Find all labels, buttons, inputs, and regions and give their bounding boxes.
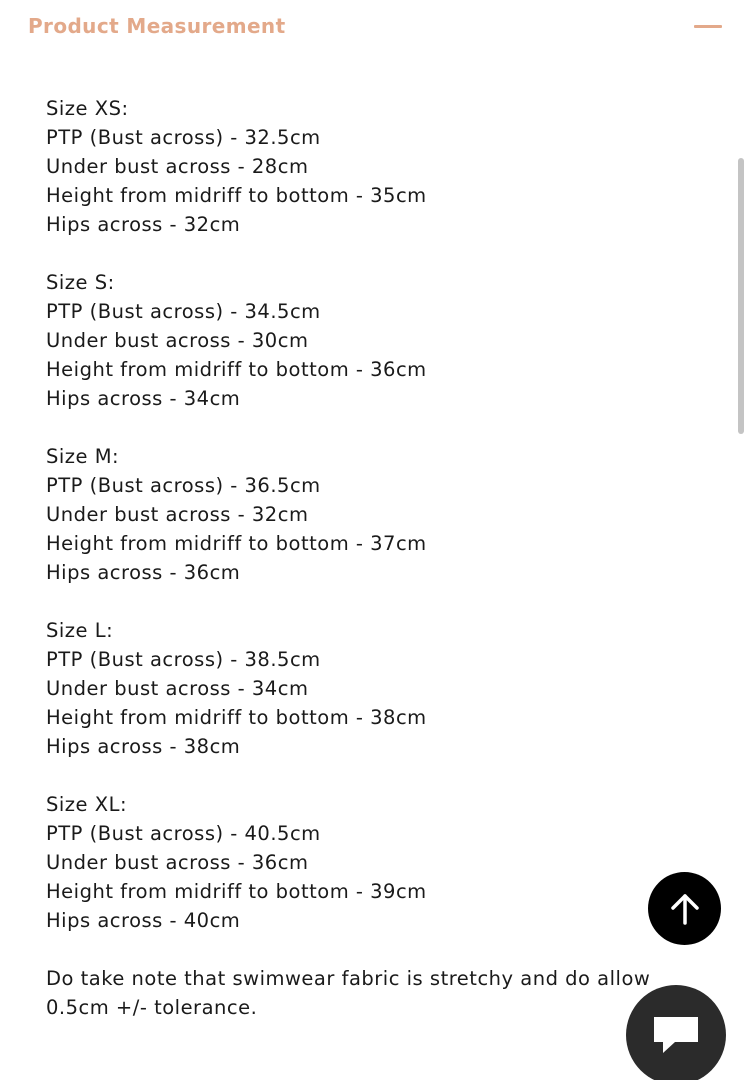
size-block-s: [46, 268, 686, 413]
measurement-line: PTP (Bust across) - 40.5cm: [46, 822, 321, 845]
measurement-line: Under bust across - 30cm: [46, 329, 309, 352]
measurement-line: Hips across - 40cm: [46, 909, 241, 932]
size-label: Size XL:: [46, 793, 128, 816]
measurement-line: Hips across - 36cm: [46, 561, 241, 584]
size-block-m: [46, 442, 686, 587]
size-block-xl: [46, 790, 686, 935]
measurement-line: Hips across - 32cm: [46, 213, 241, 236]
size-block-l: [46, 616, 686, 761]
chat-button[interactable]: [626, 985, 726, 1080]
measurement-line: PTP (Bust across) - 32.5cm: [46, 126, 321, 149]
measurement-line: PTP (Bust across) - 38.5cm: [46, 648, 321, 671]
measurement-line: Hips across - 34cm: [46, 387, 241, 410]
accordion-title[interactable]: Product Measurement: [28, 14, 286, 38]
measurement-line: Height from midriff to bottom - 37cm: [46, 532, 427, 555]
measurement-line: Height from midriff to bottom - 38cm: [46, 706, 427, 729]
measurement-line: Height from midriff to bottom - 39cm: [46, 880, 427, 903]
size-label: Size M:: [46, 445, 120, 468]
back-to-top-button[interactable]: [648, 872, 721, 945]
minus-icon[interactable]: [694, 25, 722, 28]
chat-bubble-icon: [651, 1014, 701, 1056]
measurement-line: Under bust across - 34cm: [46, 677, 309, 700]
size-label: Size L:: [46, 619, 114, 642]
arrow-up-icon: [668, 892, 702, 926]
scrollbar-thumb[interactable]: [738, 158, 744, 434]
measurement-line: PTP (Bust across) - 36.5cm: [46, 474, 321, 497]
note-line: 0.5cm +/- tolerance.: [46, 996, 258, 1019]
note-line: Do take note that swimwear fabric is stretchy and do allow: [46, 967, 651, 990]
measurement-line: Under bust across - 32cm: [46, 503, 309, 526]
measurement-content: [46, 94, 686, 1022]
measurement-line: Under bust across - 28cm: [46, 155, 309, 178]
tolerance-note: [46, 964, 686, 1022]
size-block-xs: [46, 94, 686, 239]
measurement-line: Under bust across - 36cm: [46, 851, 309, 874]
accordion-header[interactable]: [0, 0, 751, 58]
measurement-line: Height from midriff to bottom - 35cm: [46, 184, 427, 207]
size-label: Size S:: [46, 271, 115, 294]
measurement-line: Hips across - 38cm: [46, 735, 241, 758]
size-label: Size XS:: [46, 97, 129, 120]
measurement-line: Height from midriff to bottom - 36cm: [46, 358, 427, 381]
measurement-line: PTP (Bust across) - 34.5cm: [46, 300, 321, 323]
